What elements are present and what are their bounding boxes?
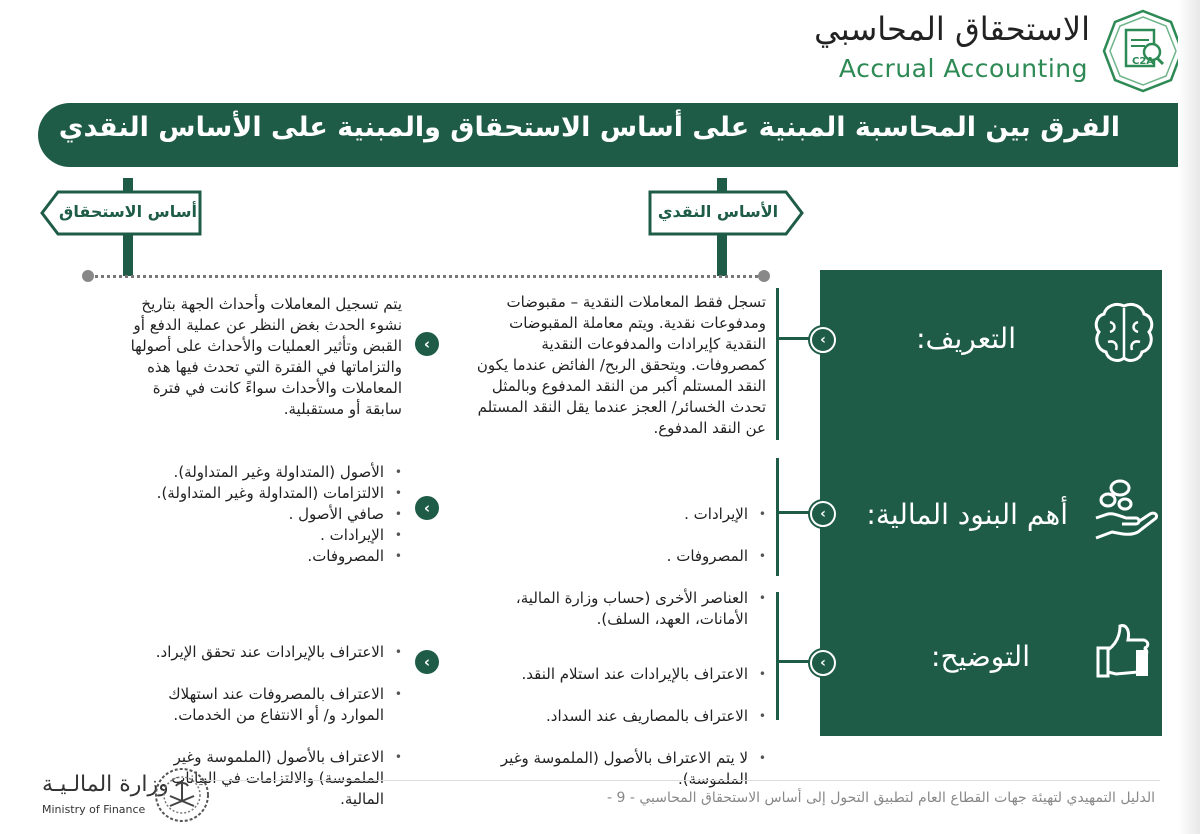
timeline-dotted-line [88, 275, 764, 278]
list-item: • الاعتراف بالإيرادات عند تحقق الإيراد. [100, 642, 384, 663]
list-item: • الاعتراف بالمصروفات عند استهلاك الموارد و/ أو الانتفاع من الخدمات. [100, 684, 384, 726]
ministry-name-ar: وزارة المالـيـة [42, 772, 169, 797]
connector-row2 [776, 458, 779, 576]
list-item: • الاعتراف بالإيرادات عند استلام النقد. [440, 664, 748, 685]
hand-coins-icon [1092, 478, 1160, 546]
list-item: • الالتزامات (المتداولة وغير المتداولة). [100, 483, 384, 504]
list-item: • الاعتراف بالمصاريف عند السداد. [440, 706, 748, 727]
chevron-left-icon: ‹ [415, 332, 439, 356]
footer-divider [200, 780, 1160, 781]
header-title-ar: الاستحقاق المحاسبي [814, 10, 1090, 48]
list-item: • العناصر الأخرى (حساب وزارة المالية، الأمانات، العهد، السلف). [470, 588, 748, 630]
timeline-dot-left [82, 270, 94, 282]
list-item: • صافي الأصول . [100, 504, 384, 525]
logo-text: C2A [1132, 56, 1155, 67]
header-title-en: Accrual Accounting [838, 54, 1088, 83]
thumbs-up-icon [1092, 620, 1152, 682]
text-line: عن النقد المدفوع. [653, 419, 766, 437]
list-item: • المصروفات . [470, 546, 748, 567]
row-label-items: أهم البنود المالية: [866, 498, 1068, 531]
text-line: والتزاماتها في الفترة التي تحدث فيها هذه [147, 358, 402, 376]
text-line: النقدية كإيرادات والمدفوعات النقدية [541, 335, 766, 353]
definition-cash-text [440, 292, 766, 439]
explanation-accrual-list [100, 600, 402, 834]
row-label-explanation: التوضيح: [931, 640, 1030, 673]
row-label-definition: التعريف: [916, 322, 1016, 355]
timeline-dot-right [758, 270, 770, 282]
text-line: تسجل فقط المعاملات النقدية – مقبوضات [506, 293, 766, 311]
text-line: نشوء الحدث بغض النظر عن عملية الدفع أو [133, 316, 402, 334]
text-line: كمصروفات. ويتحقق الربح/ الفائض عندما يكون [476, 356, 766, 374]
text-line: يتم تسجيل المعاملات وأحداث الجهة بتاريخ [141, 295, 402, 313]
text-line: المعاملات والأحداث سواءً كانت في فترة [152, 379, 402, 397]
chevron-left-icon: ‹ [415, 650, 439, 674]
list-item: • لا يتم الاعتراف بالأصول (الملموسة وغير الملموسة). [440, 748, 748, 790]
cash-sign-label: الأساس النقدي [657, 202, 779, 221]
list-item: • الاعتراف بالأصول (الملموسة وغير الملموسة) والالتزامات في البيانات المالية. [100, 747, 384, 810]
chevron-left-icon: ‹ [810, 501, 836, 527]
text-line: ومدفوعات نقدية. ويتم معاملة المقبوضات [509, 314, 766, 332]
chevron-left-icon: ‹ [810, 327, 836, 353]
list-item: • المصروفات. [100, 546, 384, 567]
list-item: • الأصول (المتداولة وغير المتداولة). [100, 462, 384, 483]
definition-accrual-text [60, 294, 402, 420]
list-item: • الإيرادات . [100, 525, 384, 546]
accrual-sign-label: أساس الاستحقاق [59, 202, 197, 221]
ministry-emblem-icon [148, 766, 216, 824]
text-line: القبض وتأثير العمليات والأحداث على أصولها [130, 337, 402, 355]
list-item: • الإيرادات . [470, 504, 748, 525]
brain-icon [1092, 300, 1156, 366]
text-line: النقد المستلم أكبر من النقد المدفوع وبالمثل [491, 377, 766, 395]
chevron-left-icon: ‹ [415, 496, 439, 520]
page-title: الفرق بين المحاسبة المبنية على أساس الاستحقاق والمبنية على الأساس النقدي [58, 112, 1120, 143]
connector-row1 [776, 288, 779, 440]
items-accrual-list [100, 462, 402, 567]
footer-text: الدليل التمهيدي لتهيئة جهات القطاع العام لتطبيق التحول إلى أساس الاستحقاق المحاسبي - 9 - [606, 790, 1155, 806]
ministry-name-en: Ministry of Finance [42, 803, 146, 816]
text-line: سابقة أو مستقبلية. [283, 400, 402, 418]
chevron-left-icon: ‹ [810, 650, 836, 676]
connector-row3 [776, 592, 779, 720]
page-edge-shadow [1178, 0, 1200, 834]
text-line: تحدث الخسائر/ العجز عندما يقل النقد المستلم [477, 398, 766, 416]
accrual-logo-icon [1100, 8, 1186, 94]
